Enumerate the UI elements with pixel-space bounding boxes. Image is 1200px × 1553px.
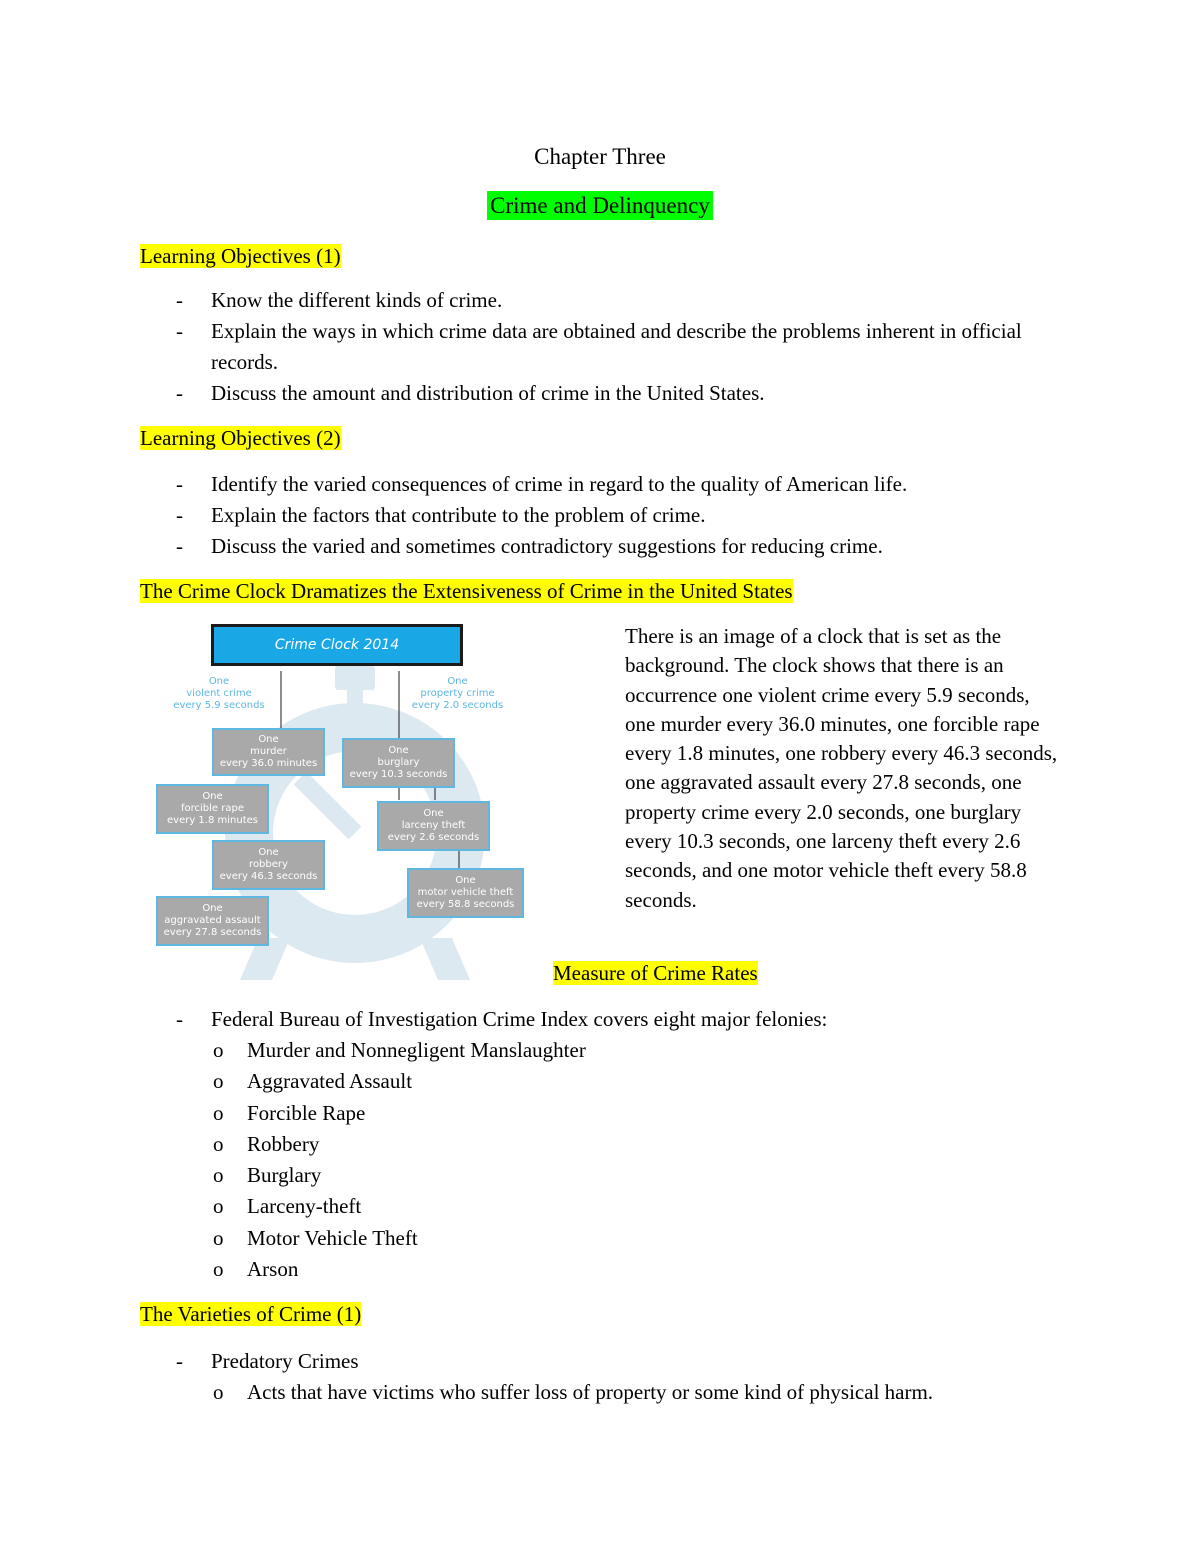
crime-clock-description: There is an image of a clock that is set as the background. The clock shows that there is an occurrence one violent crime every 5.9 seconds, one murder every 36.0 minutes, one forcible rape every 1.8 minutes, one robbery every 46.3 seconds, one aggravated assault every 27.8 seconds, one property crime every 2.0 seconds, one burglary every 10.3 seconds, one larceny theft every 2.6 seconds, and one motor vehicle theft every 58.8 seconds. — [625, 624, 1058, 912]
forcible-rape-box: One forcible rape every 1.8 minutes — [156, 784, 269, 834]
crime-clock-figure — [150, 618, 530, 986]
list-item: - Know the different kinds of crime. — [176, 285, 1076, 316]
crime-clock-heading: The Crime Clock Dramatizes the Extensiveness of Crime in the United States — [140, 579, 793, 603]
violent-crime-label: One violent crime every 5.9 seconds — [173, 676, 265, 711]
list-item: - Explain the ways in which crime data are obtained and describe the problems inherent in official records. — [176, 316, 1076, 378]
objectives-2-heading: Learning Objectives (2) — [140, 426, 341, 450]
subtitle-highlight: Crime and Delinquency — [487, 191, 713, 220]
page-subtitle — [0, 193, 1200, 219]
motor-vehicle-theft-box: One motor vehicle theft every 58.8 seconds — [407, 868, 524, 918]
murder-box: One murder every 36.0 minutes — [212, 728, 325, 776]
objectives-1-list — [176, 285, 1076, 409]
list-item: o Forcible Rape — [211, 1098, 1076, 1129]
list-item: o Larceny-theft — [211, 1191, 1076, 1222]
list-item: - Federal Bureau of Investigation Crime Index covers eight major felonies: o Murder and Nonnegligent Manslaughter o Aggravated Assault o Forcible Rape o Robbery o Burglary o Larceny-theft o Motor Vehicle Theft o Arson — [176, 1004, 1076, 1285]
page-title: Chapter Three — [534, 144, 666, 169]
list-item: o Murder and Nonnegligent Manslaughter — [211, 1035, 1076, 1066]
list-item: o Arson — [211, 1254, 1076, 1285]
list-item: o Motor Vehicle Theft — [211, 1223, 1076, 1254]
objectives-2-list — [176, 469, 1076, 562]
list-item: o Acts that have victims who suffer loss of property or some kind of physical harm. — [211, 1377, 1076, 1408]
objectives-1-heading: Learning Objectives (1) — [140, 244, 341, 268]
measure-heading: Measure of Crime Rates — [553, 961, 758, 985]
list-item: - Discuss the varied and sometimes contradictory suggestions for reducing crime. — [176, 531, 1076, 562]
varieties-list — [176, 1346, 1076, 1408]
list-item: o Burglary — [211, 1160, 1076, 1191]
list-item: - Predatory Crimes o Acts that have victims who suffer loss of property or some kind of physical harm. — [176, 1346, 1076, 1408]
measure-list — [176, 1004, 1076, 1285]
burglary-box: One burglary every 10.3 seconds — [342, 738, 455, 788]
larceny-theft-box: One larceny theft every 2.6 seconds — [377, 801, 490, 851]
list-item: - Discuss the amount and distribution of crime in the United States. — [176, 378, 1076, 409]
list-item: - Explain the factors that contribute to the problem of crime. — [176, 500, 1076, 531]
robbery-box: One robbery every 46.3 seconds — [212, 840, 325, 890]
varieties-sub-list — [211, 1377, 1076, 1408]
list-item: - Identify the varied consequences of crime in regard to the quality of American life. — [176, 469, 1076, 500]
list-item: o Robbery — [211, 1129, 1076, 1160]
property-crime-label: One property crime every 2.0 seconds — [411, 676, 504, 711]
felonies-list — [211, 1035, 1076, 1285]
varieties-heading: The Varieties of Crime (1) — [140, 1302, 362, 1326]
crime-clock-header: Crime Clock 2014 — [211, 624, 463, 666]
aggravated-assault-box: One aggravated assault every 27.8 seconds — [156, 896, 269, 946]
list-item: o Aggravated Assault — [211, 1066, 1076, 1097]
